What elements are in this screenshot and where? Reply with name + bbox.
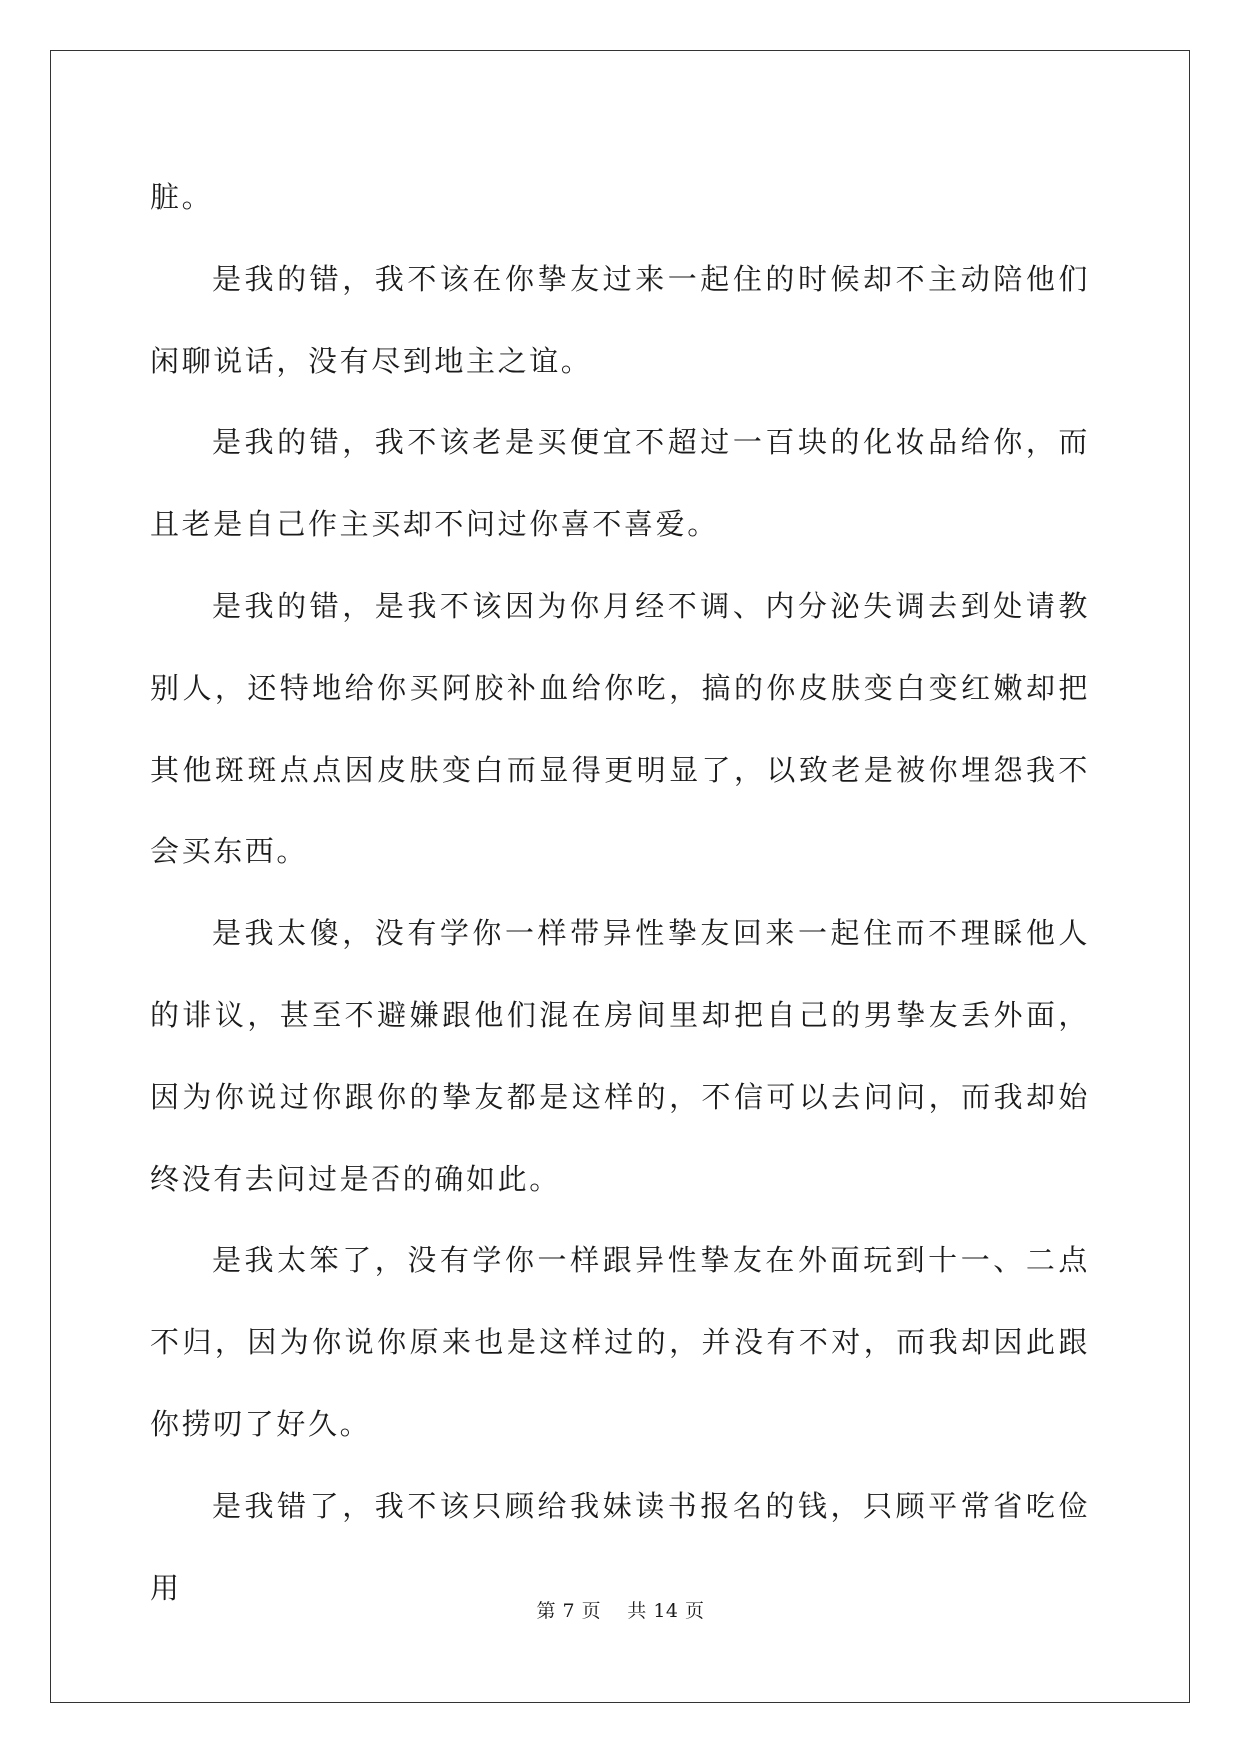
paragraph-7: 是我错了，我不该只顾给我妹读书报名的钱，只顾平常省吃俭用	[150, 1488, 1090, 1605]
page-number-label: 第 7 页 共 14 页	[536, 1600, 705, 1622]
paragraph-6: 是我太笨了，没有学你一样跟异性挚友在外面玩到十一、二点不归，因为你说你原来也是这样过的，并没有不对，而我却因此跟你捞叨了好久。	[150, 1243, 1090, 1441]
paragraph-3: 是我的错，我不该老是买便宜不超过一百块的化妆品给你，而且老是自己作主买却不问过你喜不喜爱。	[150, 425, 1090, 542]
paragraph-1: 脏。	[150, 180, 214, 214]
paragraph-5: 是我太傻，没有学你一样带异性挚友回来一起住而不理睬他人的诽议，甚至不避嫌跟他们混在房间里却把自己的男挚友丢外面，因为你说过你跟你的挚友都是这样的，不信可以去问问，而我却始终没有去问过是否的确如此。	[150, 916, 1090, 1196]
paragraph-2: 是我的错，我不该在你挚友过来一起住的时候却不主动陪他们闲聊说话，没有尽到地主之谊。	[150, 261, 1090, 378]
document-body	[150, 157, 1090, 1629]
paragraph-4: 是我的错，是我不该因为你月经不调、内分泌失调去到处请教别人，还特地给你买阿胶补血给你吃，搞的你皮肤变白变红嫩却把其他斑斑点点因皮肤变白而显得更明显了，以致老是被你埋怨我不会买东西。	[150, 588, 1090, 869]
page-footer	[0, 1596, 1241, 1623]
